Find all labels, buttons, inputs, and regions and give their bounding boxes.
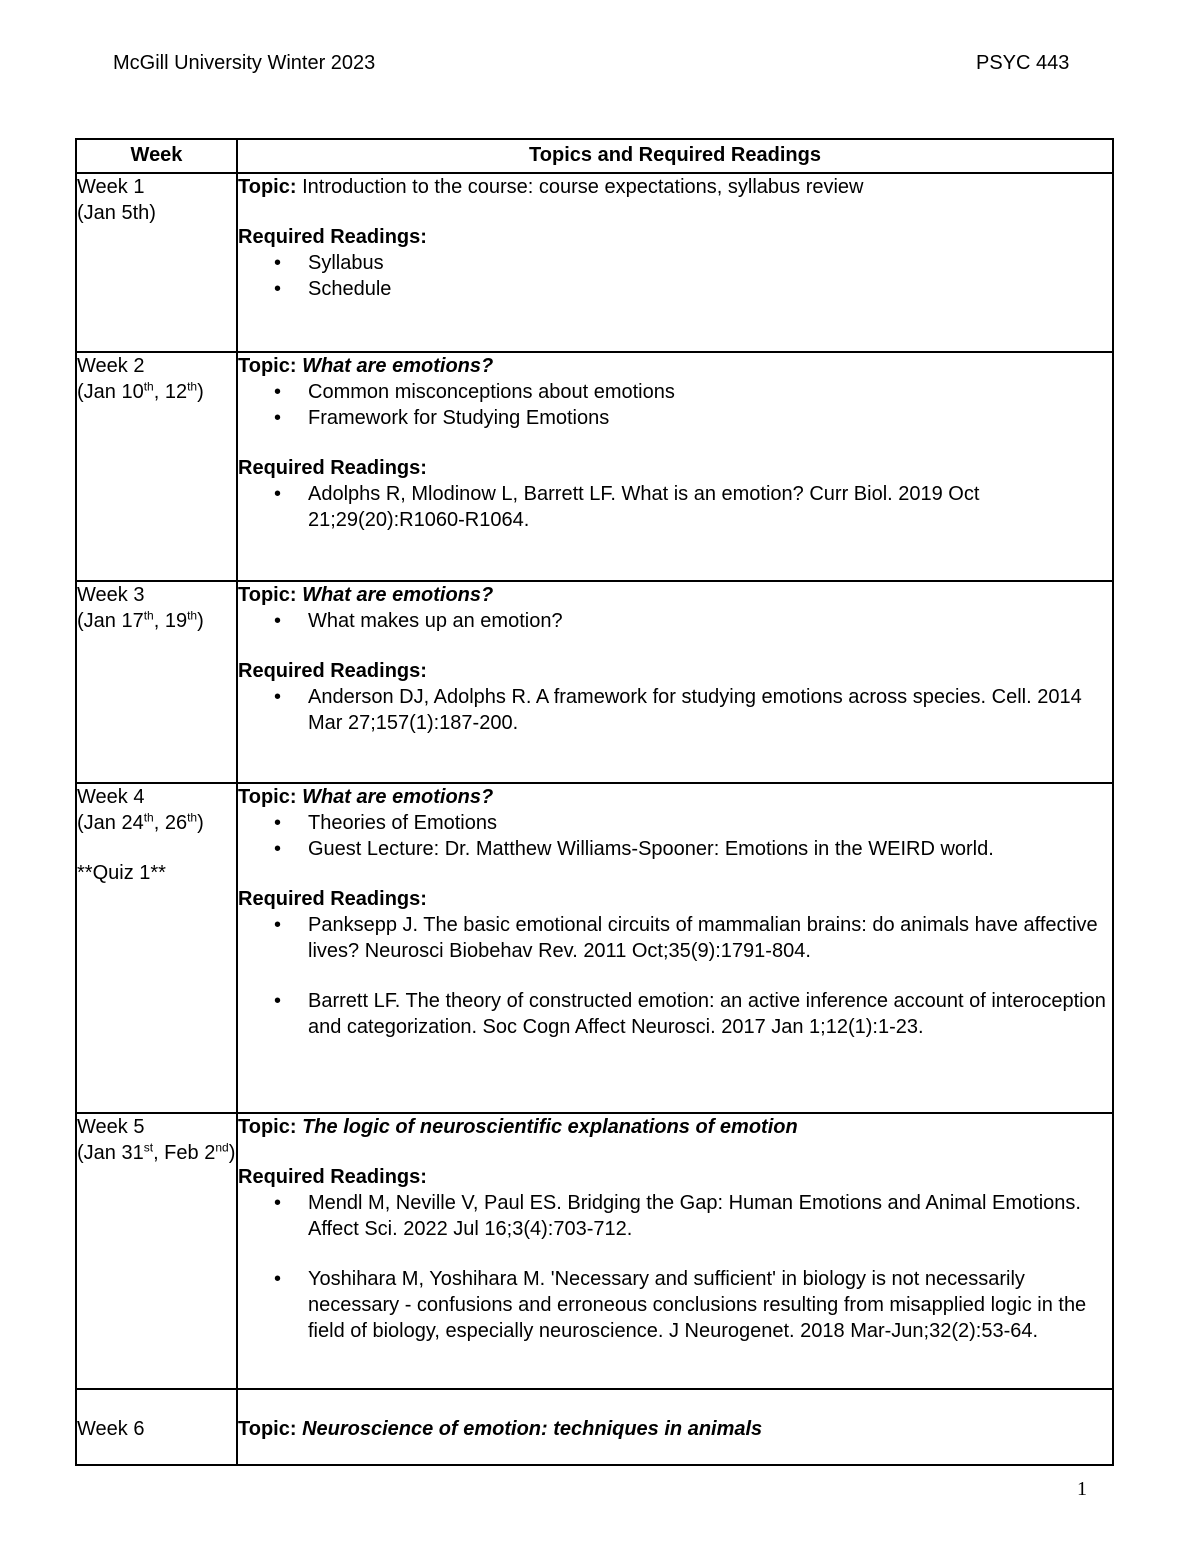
week-name: Week 1 — [77, 176, 145, 198]
week-name: Week 2 — [77, 355, 145, 377]
topic-bullet: • Common misconceptions about emotions — [238, 379, 1112, 405]
readings-label: Required Readings: — [238, 1166, 427, 1188]
readings-label: Required Readings: — [238, 888, 427, 910]
week-name: Week 6 — [77, 1418, 145, 1440]
topic-title: What are emotions? — [302, 355, 494, 377]
topic-bullets — [238, 608, 1112, 634]
reading-item: • Yoshihara M, Yoshihara M. 'Necessary and sufficient' in biology is not necessarily necessary - confusions and erroneous conclusions resulting from misapplied logic in the field of biology, especially neuroscience. J Neurogenet. 2018 Mar-Jun;32(2):53-64. — [238, 1266, 1112, 1344]
topic-bullet: • Theories of Emotions — [238, 810, 1112, 836]
page-number: 1 — [1077, 1478, 1087, 1500]
reading-list — [238, 250, 1112, 302]
week-3-row — [76, 581, 1113, 783]
topic-title: What are emotions? — [302, 786, 494, 808]
topics-cell — [237, 173, 1113, 352]
reading-list — [238, 684, 1112, 736]
reading-list — [238, 481, 1112, 533]
topic-label: Topic: — [238, 1116, 297, 1138]
header-course-code: PSYC 443 — [976, 52, 1070, 74]
topic-line — [238, 174, 1112, 200]
week-cell — [76, 1389, 237, 1465]
week-5-row — [76, 1113, 1113, 1389]
reading-item: • Anderson DJ, Adolphs R. A framework for studying emotions across species. Cell. 2014 Mar 27;157(1):187-200. — [238, 684, 1112, 736]
week-date: (Jan 17th, 19th) — [77, 608, 204, 632]
reading-item: • Barrett LF. The theory of constructed emotion: an active inference account of interoception and categorization. Soc Cogn Affect Neurosci. 2017 Jan 1;12(1):1-23. — [238, 988, 1112, 1040]
header-course-info: McGill University Winter 2023 — [113, 52, 376, 74]
topic-label: Topic: — [238, 786, 297, 808]
topic-bullet: • Framework for Studying Emotions — [238, 405, 1112, 431]
readings-label: Required Readings: — [238, 457, 427, 479]
col-header-topics: Topics and Required Readings — [237, 139, 1113, 173]
week-name: Week 4 — [77, 786, 145, 808]
reading-item: • Adolphs R, Mlodinow L, Barrett LF. What is an emotion? Curr Biol. 2019 Oct 21;29(20):R1060-R1064. — [238, 481, 1112, 533]
reading-item: • Schedule — [238, 276, 1112, 302]
week-name: Week 5 — [77, 1116, 145, 1138]
week-date: (Jan 5th) — [77, 202, 156, 224]
quiz-note: **Quiz 1** — [77, 862, 166, 884]
topic-line — [238, 784, 1112, 810]
topics-cell — [237, 783, 1113, 1113]
topic-title: Introduction to the course: course expectations, syllabus review — [302, 176, 864, 198]
reading-item: • Syllabus — [238, 250, 1112, 276]
topics-cell — [237, 1389, 1113, 1465]
topic-label: Topic: — [238, 355, 297, 377]
topic-label: Topic: — [238, 1418, 297, 1440]
topic-title: Neuroscience of emotion: techniques in animals — [302, 1418, 763, 1440]
week-cell — [76, 783, 237, 1113]
topics-cell — [237, 352, 1113, 581]
week-6-row — [76, 1389, 1113, 1465]
topic-line — [238, 1416, 1112, 1442]
week-date: (Jan 31st, Feb 2nd) — [77, 1140, 236, 1164]
topic-label: Topic: — [238, 584, 297, 606]
topic-label: Topic: — [238, 176, 297, 198]
week-cell — [76, 352, 237, 581]
schedule-table — [75, 138, 1114, 1466]
reading-item: • Mendl M, Neville V, Paul ES. Bridging the Gap: Human Emotions and Animal Emotions. Affect Sci. 2022 Jul 16;3(4):703-712. — [238, 1190, 1112, 1242]
week-date: (Jan 24th, 26th) — [77, 810, 204, 834]
week-name: Week 3 — [77, 584, 145, 606]
reading-list — [238, 1190, 1112, 1344]
topic-bullets — [238, 379, 1112, 431]
week-cell — [76, 1113, 237, 1389]
readings-label: Required Readings: — [238, 226, 427, 248]
week-cell — [76, 173, 237, 352]
topic-line — [238, 353, 1112, 379]
topic-title: What are emotions? — [302, 584, 494, 606]
week-4-row — [76, 783, 1113, 1113]
week-1-row — [76, 173, 1113, 352]
reading-list — [238, 912, 1112, 1040]
topic-title: The logic of neuroscientific explanations of emotion — [302, 1116, 798, 1138]
topic-bullet: • Guest Lecture: Dr. Matthew Williams-Spooner: Emotions in the WEIRD world. — [238, 836, 1112, 862]
week-cell — [76, 581, 237, 783]
table-header-row — [76, 139, 1113, 173]
topic-bullet: • What makes up an emotion? — [238, 608, 1112, 634]
week-2-row — [76, 352, 1113, 581]
topics-cell — [237, 1113, 1113, 1389]
topics-cell — [237, 581, 1113, 783]
topic-line — [238, 582, 1112, 608]
topic-line — [238, 1114, 1112, 1140]
col-header-week: Week — [76, 139, 237, 173]
topic-bullets — [238, 810, 1112, 862]
reading-item: • Panksepp J. The basic emotional circuits of mammalian brains: do animals have affective lives? Neurosci Biobehav Rev. 2011 Oct;35(9):1791-804. — [238, 912, 1112, 964]
readings-label: Required Readings: — [238, 660, 427, 682]
week-date: (Jan 10th, 12th) — [77, 379, 204, 403]
